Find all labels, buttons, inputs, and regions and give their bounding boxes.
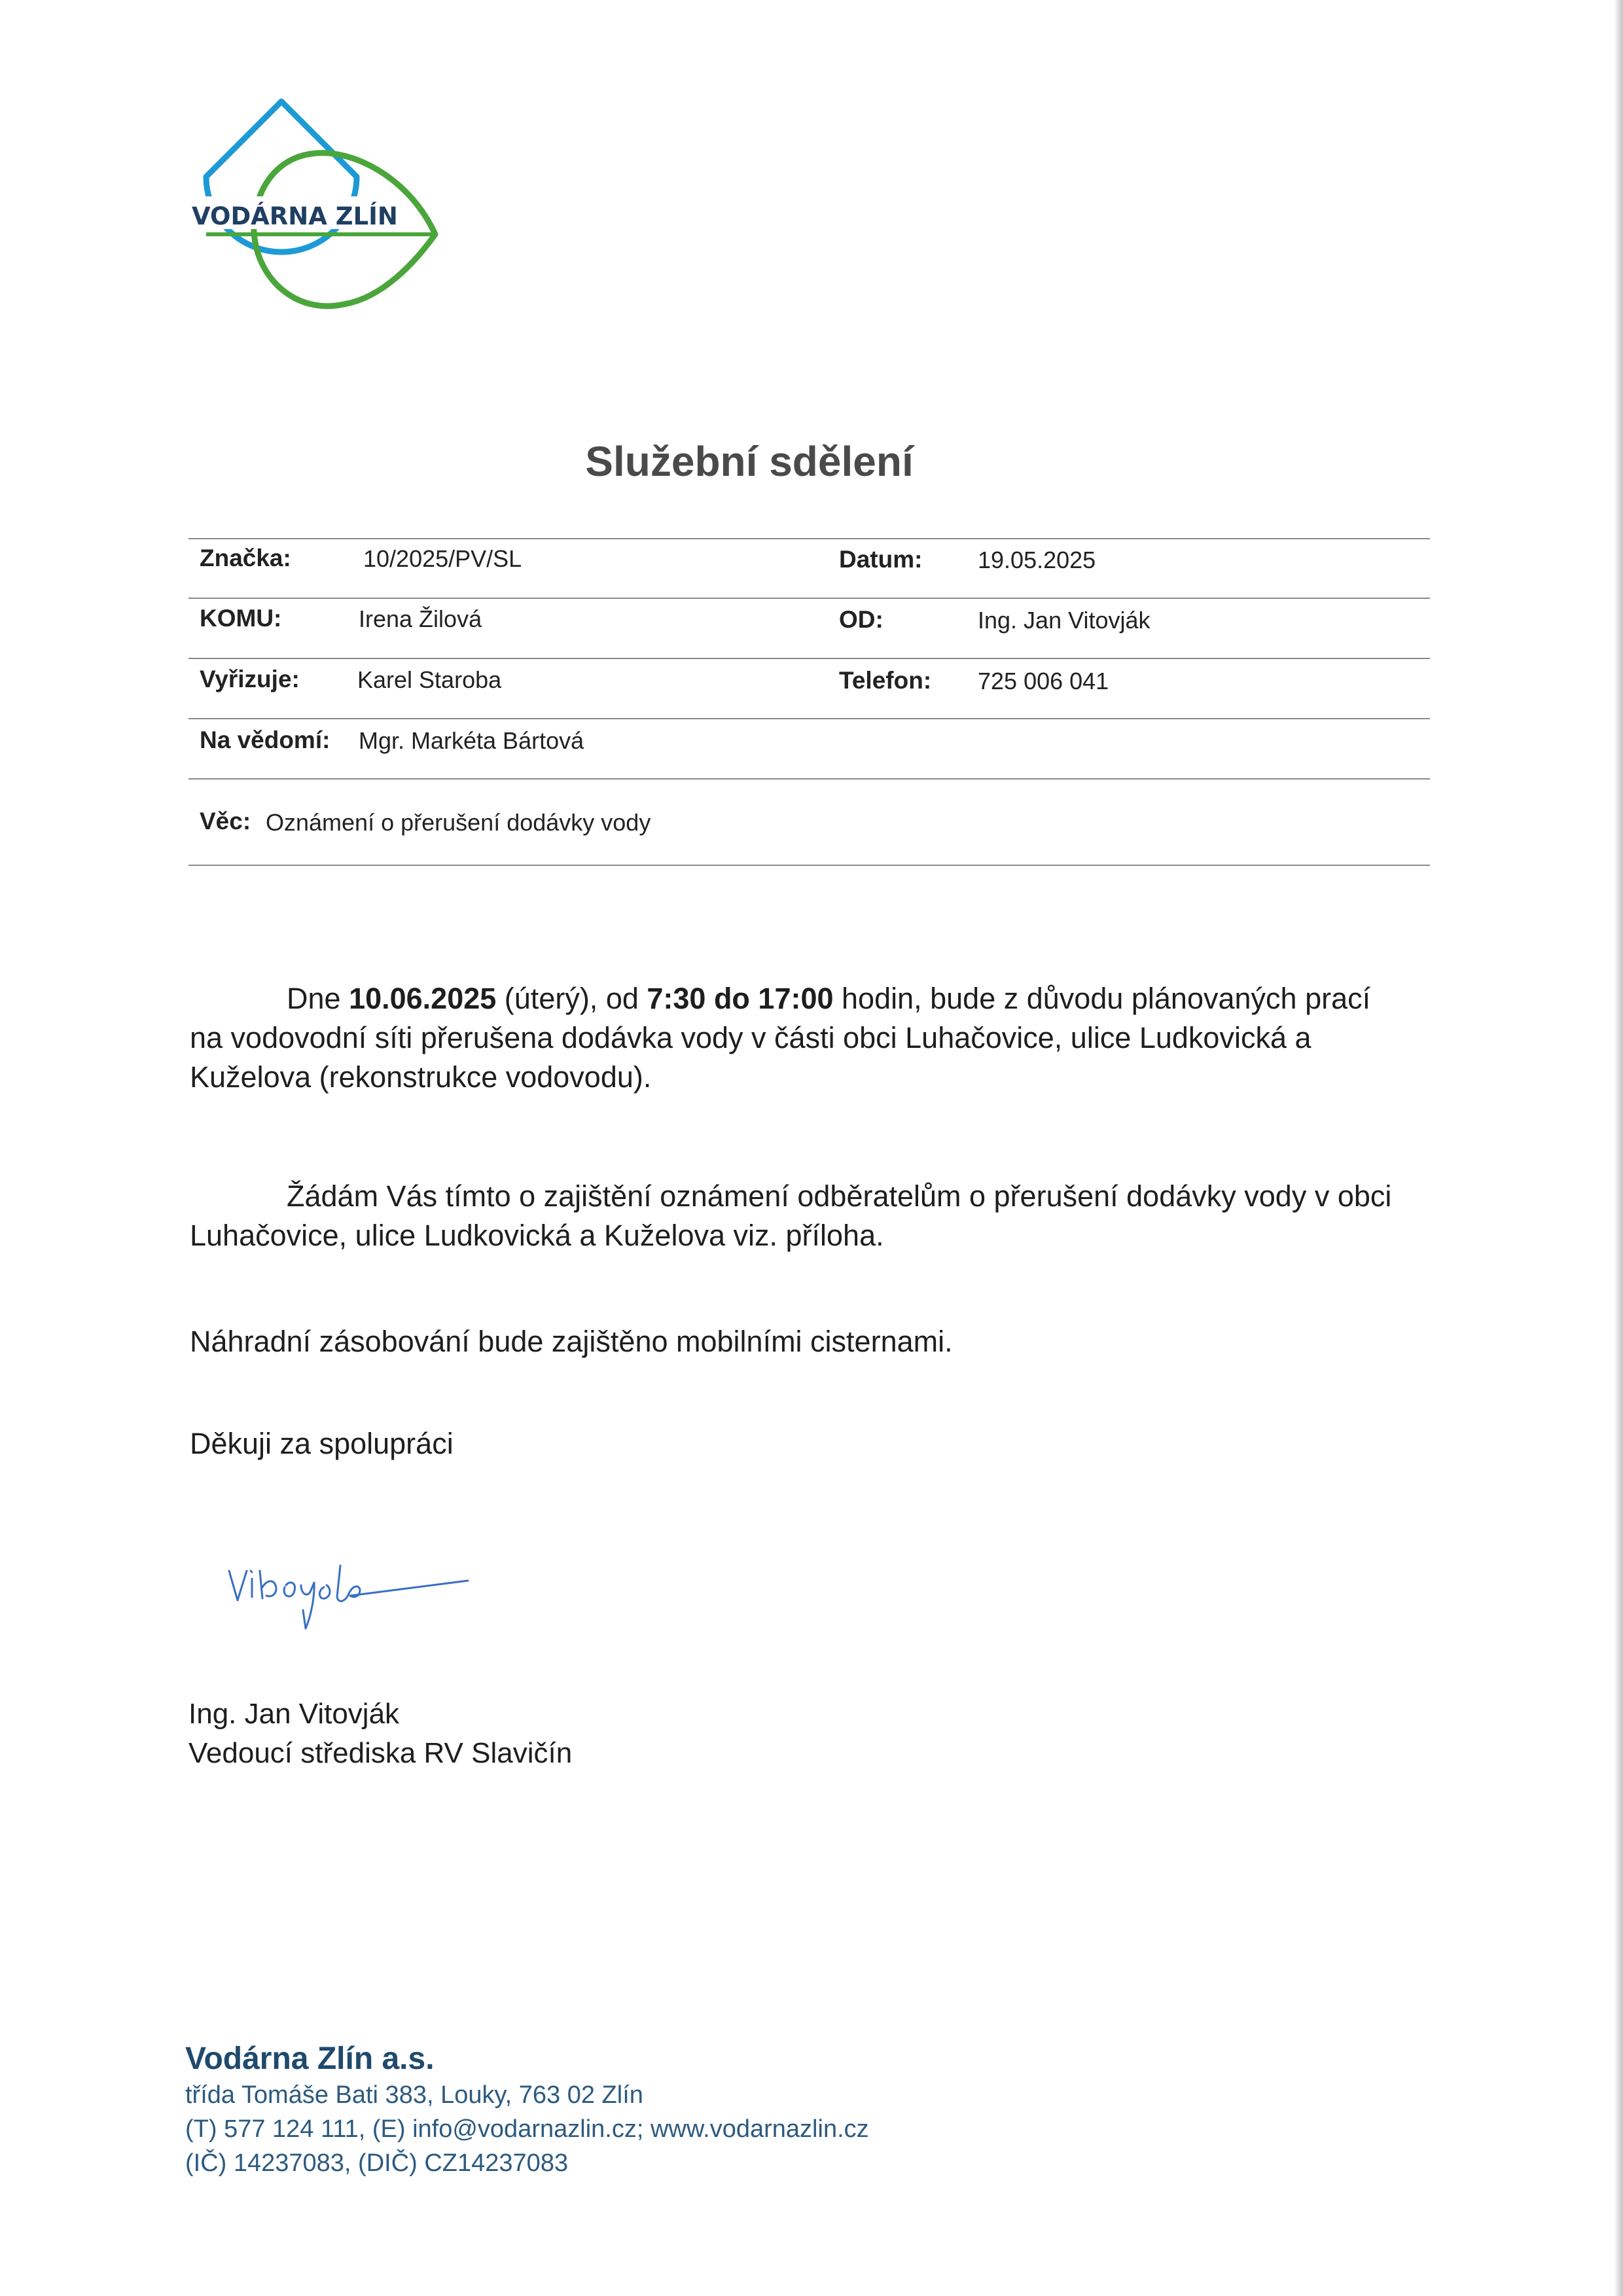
paragraph-request (190, 1177, 1433, 1255)
outage-date: 10.06.2025 (349, 982, 497, 1015)
footer-contact: (T) 577 124 111, (E) info@vodarnazlin.cz; www.vodarnazlin.cz (185, 2115, 869, 2143)
logo-text: VODÁRNA ZLÍN (192, 202, 398, 230)
paragraph-line: Kuželova (rekonstrukce vodovodu). (190, 1060, 652, 1094)
paragraph-line (190, 979, 1433, 1018)
table-rule (188, 778, 1430, 780)
label-vyrizuje: Vyřizuje: (200, 666, 300, 692)
paragraph-announcement (190, 979, 1433, 1097)
value-telefon: 725 006 041 (978, 668, 1109, 694)
value-vec: Oznámení o přerušení dodávky vody (266, 809, 651, 836)
outage-time: 7:30 do 17:00 (647, 982, 834, 1015)
table-rule (188, 538, 1430, 539)
value-od: Ing. Jan Vitovják (978, 607, 1150, 634)
company-logo (187, 98, 442, 321)
paragraph-replacement-supply: Náhradní zásobování bude zajištěno mobilními cisternami. (190, 1325, 953, 1358)
paragraph-line: na vodovodní síti přerušena dodávka vody v části obci Luhačovice, ulice Ludkovická a (190, 1021, 1311, 1054)
document-title: Služební sdělení (585, 438, 914, 485)
label-komu: KOMU: (200, 605, 282, 632)
footer-company-name: Vodárna Zlín a.s. (185, 2041, 435, 2076)
label-vec: Věc: (200, 808, 251, 834)
text-run: Dne (287, 982, 349, 1015)
label-znacka: Značka: (200, 545, 291, 571)
scan-edge-shadow (1614, 0, 1623, 2296)
value-na-vedomi: Mgr. Markéta Bártová (359, 727, 584, 754)
signer-name: Ing. Jan Vitovják (188, 1698, 400, 1730)
text-run: (úterý), od (496, 982, 647, 1015)
table-rule (188, 598, 1430, 599)
signer-role: Vedoucí střediska RV Slavičín (188, 1737, 573, 1769)
footer-address: třída Tomáše Bati 383, Louky, 763 02 Zlín (185, 2081, 643, 2109)
value-datum: 19.05.2025 (978, 547, 1096, 573)
label-telefon: Telefon: (839, 667, 932, 694)
handwritten-signature (219, 1525, 481, 1656)
label-od: OD: (839, 606, 883, 633)
value-znacka: 10/2025/PV/SL (363, 545, 522, 572)
paragraph-line: Luhačovice, ulice Ludkovická a Kuželova viz. příloha. (190, 1219, 884, 1252)
value-komu: Irena Žilová (359, 605, 482, 632)
table-rule (188, 865, 1430, 866)
footer-company-ids: (IČ) 14237083, (DIČ) CZ14237083 (185, 2149, 569, 2177)
label-datum: Datum: (839, 546, 923, 573)
thanks-text: Děkuji za spolupráci (190, 1427, 454, 1460)
label-na-vedomi: Na vědomí: (200, 726, 330, 753)
value-vyrizuje: Karel Staroba (357, 666, 502, 693)
table-rule (188, 658, 1430, 659)
text-run: hodin, bude z důvodu plánovaných prací (833, 982, 1371, 1015)
paragraph-line (190, 1177, 1433, 1216)
table-rule (188, 718, 1430, 719)
text-run: Žádám Vás tímto o zajištění oznámení odběratelům o přerušení dodávky vody v obci (287, 1179, 1392, 1213)
